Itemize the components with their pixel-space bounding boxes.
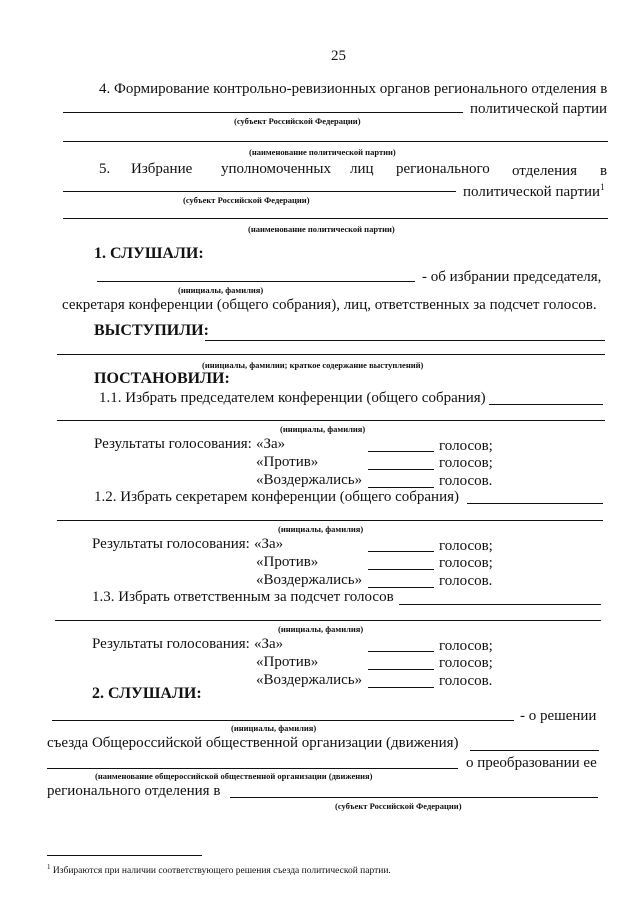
vote-abstained-3: «Воздержались» bbox=[256, 672, 363, 688]
hear1-heading: 1. СЛУШАЛИ: bbox=[94, 245, 204, 262]
resolution-1-3-caption: (инициалы, фамилия) bbox=[278, 624, 364, 634]
item4-party-line bbox=[63, 141, 608, 142]
vote-against-line-1 bbox=[368, 469, 434, 470]
spoke-line2 bbox=[57, 354, 605, 355]
hear1-line2: секретаря конференции (общего собрания), лиц, ответственных за подсчет голосов. bbox=[62, 297, 597, 313]
spoke-heading: ВЫСТУПИЛИ: bbox=[94, 322, 209, 339]
item5-caption-subject: (субъект Российской Федерации) bbox=[183, 195, 310, 205]
item5-w1: Избрание bbox=[131, 161, 193, 177]
votes-abstained-3: голосов. bbox=[439, 673, 493, 689]
hear2-line4: регионального отделения в bbox=[47, 783, 221, 799]
vote-for-line-3 bbox=[368, 651, 434, 652]
hear1-tail: - об избрании председателя, bbox=[422, 269, 602, 285]
item5-num: 5. bbox=[99, 161, 111, 177]
hear2-org-line bbox=[470, 750, 599, 751]
resolution-1-1-name-line bbox=[57, 420, 605, 421]
footnote-text: Избираются при наличии соответствующего решения съезда политической партии. bbox=[52, 866, 391, 877]
hear1-caption-name: (инициалы, фамилия) bbox=[178, 285, 264, 295]
item5-footnote-mark: 1 bbox=[600, 182, 605, 192]
item4-tail: политической партии bbox=[470, 101, 608, 117]
item5-party-line bbox=[63, 218, 608, 219]
resolution-1-1-caption: (инициалы, фамилия) bbox=[280, 424, 366, 434]
resolution-1-2: 1.2. Избрать секретарем конференции (общего собрания) bbox=[94, 489, 460, 505]
item5-caption-party: (наименование политической партии) bbox=[248, 224, 395, 234]
votes-for-2: голосов; bbox=[439, 538, 493, 554]
resolution-1-1: 1.1. Избрать председателем конференции (общего собрания) bbox=[99, 390, 486, 406]
votes-abstained-1: голосов. bbox=[439, 473, 493, 489]
resolution-1-2-name-line bbox=[57, 520, 603, 521]
hear2-caption-name: (инициалы, фамилия) bbox=[231, 723, 317, 733]
resolution-1-1-line bbox=[489, 404, 603, 405]
hear2-tail: - о решении bbox=[520, 708, 597, 724]
resolution-1-2-line bbox=[467, 503, 603, 504]
votes-against-3: голосов; bbox=[439, 655, 493, 671]
item4-text: 4. Формирование контрольно-ревизионных органов регионального отделения в bbox=[99, 81, 608, 97]
hear2-heading: 2. СЛУШАЛИ: bbox=[92, 685, 202, 702]
vote-against-2: «Против» bbox=[256, 554, 319, 570]
footnote-mark: 1 bbox=[47, 863, 51, 871]
hear2-name-line bbox=[52, 720, 514, 721]
vote-for-line-1 bbox=[368, 451, 434, 452]
page-number: 25 bbox=[331, 48, 346, 64]
vote-abstained-2: «Воздержались» bbox=[256, 572, 363, 588]
item5-w3: лиц bbox=[350, 161, 374, 177]
item5-w6: в bbox=[600, 163, 608, 179]
hear2-tail3: о преобразовании ее bbox=[466, 755, 597, 771]
footnote bbox=[47, 861, 391, 877]
votes-against-1: голосов; bbox=[439, 455, 493, 471]
vote-against-3: «Против» bbox=[256, 654, 319, 670]
item4-caption-subject: (субъект Российской Федерации) bbox=[234, 116, 361, 126]
item5-w4: регионального bbox=[396, 161, 490, 177]
hear2-caption-org: (наименование общероссийской общественной организации (движения) bbox=[95, 771, 373, 781]
hear2-caption-subject: (субъект Российской Федерации) bbox=[335, 801, 462, 811]
item5-w2: уполномоченных bbox=[221, 161, 331, 177]
resolution-1-3: 1.3. Избрать ответственным за подсчет голосов bbox=[92, 589, 394, 605]
resolution-1-2-caption: (инициалы, фамилия) bbox=[278, 524, 364, 534]
hear1-name-line bbox=[97, 281, 415, 282]
vote-for-1: «За» bbox=[256, 436, 286, 452]
item5-tail: политической партии bbox=[463, 184, 601, 200]
vote-for-3: «За» bbox=[254, 636, 284, 652]
resolved-heading: ПОСТАНОВИЛИ: bbox=[94, 370, 230, 387]
votes-abstained-2: голосов. bbox=[439, 573, 493, 589]
footnote-separator bbox=[47, 855, 202, 856]
votes-for-1: голосов; bbox=[439, 438, 493, 454]
vote-for-line-2 bbox=[368, 551, 434, 552]
vote-abstained-line-3 bbox=[368, 687, 434, 688]
vote-against-line-2 bbox=[368, 569, 434, 570]
item4-subject-line bbox=[63, 112, 463, 113]
hear2-subject-line bbox=[230, 797, 598, 798]
resolution-1-3-line bbox=[399, 604, 601, 605]
vote-for-2: «За» bbox=[254, 536, 284, 552]
vote-against-1: «Против» bbox=[256, 454, 319, 470]
spoke-line1 bbox=[205, 340, 605, 341]
hear2-line2: съезда Общероссийской общественной организации (движения) bbox=[47, 735, 459, 751]
item4-caption-party: (наименование политической партии) bbox=[249, 147, 396, 157]
votes-against-2: голосов; bbox=[439, 555, 493, 571]
voting-label-2: Результаты голосования: bbox=[92, 536, 250, 552]
item5-subject-line bbox=[63, 191, 456, 192]
resolution-1-3-name-line bbox=[55, 620, 601, 621]
vote-against-line-3 bbox=[368, 669, 434, 670]
item5-w5: отделения bbox=[512, 163, 578, 179]
item5-tail-wrap bbox=[463, 178, 605, 201]
hear2-org-name-line bbox=[47, 768, 458, 769]
votes-for-3: голосов; bbox=[439, 638, 493, 654]
spoke-caption: (инициалы, фамилии; краткое содержание выступлений) bbox=[202, 360, 424, 370]
voting-label-1: Результаты голосования: bbox=[94, 436, 252, 452]
vote-abstained-1: «Воздержались» bbox=[256, 472, 363, 488]
voting-label-3: Результаты голосования: bbox=[92, 636, 250, 652]
